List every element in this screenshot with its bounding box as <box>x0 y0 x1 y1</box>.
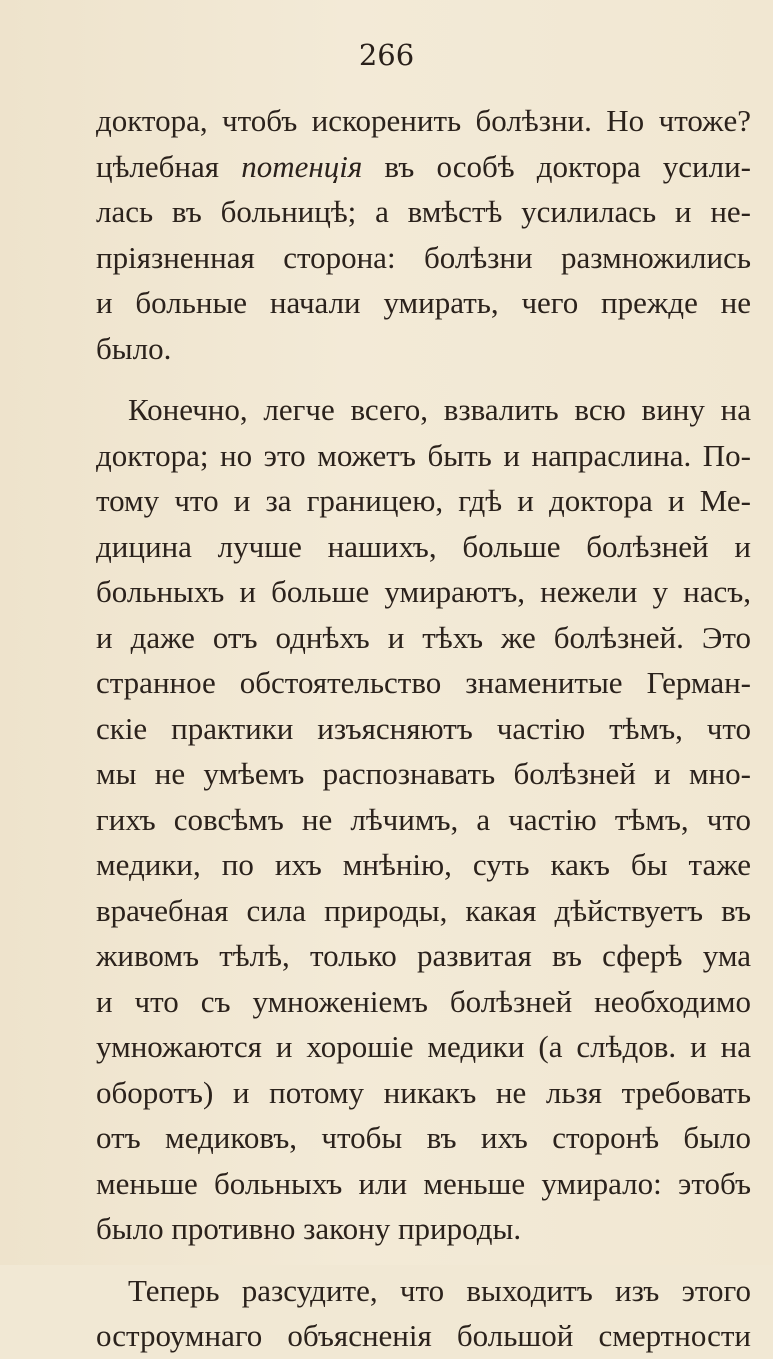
text-line <box>96 387 751 433</box>
paragraph <box>96 98 751 371</box>
text-line <box>96 189 751 235</box>
text-line <box>96 1313 751 1359</box>
text-segment: тому что и за границею, гдѣ и доктора и Ме- <box>96 483 751 518</box>
text-segment: Конечно, легче всего, взвалить всю вину на <box>128 392 751 427</box>
text-segment: скіе практики изъясняютъ частію тѣмъ, что <box>96 710 751 746</box>
text-segment: врачебная сила природы, какая дѣйствуетъ въ <box>96 892 751 928</box>
italic-word: потенція <box>241 148 363 184</box>
text-line <box>96 1070 751 1116</box>
text-segment: умножаются и хорошіе медики (а слѣдов. и на <box>96 1029 751 1064</box>
text-segment: было. <box>96 330 172 366</box>
text-line <box>96 979 751 1025</box>
text-segment: отъ медиковъ, чтобы въ ихъ сторонѣ было <box>96 1120 751 1155</box>
text-line <box>96 1024 751 1070</box>
text-line <box>96 842 751 888</box>
text-line <box>96 280 751 326</box>
paragraph-gap <box>96 1252 751 1268</box>
text-segment: и больные начали умирать, чего прежде не <box>96 285 751 320</box>
text-line <box>96 524 751 570</box>
text-segment: пріязненная сторона: болѣзни размножились <box>96 239 751 275</box>
text-segment: дицина лучше нашихъ, больше болѣзней и <box>96 528 751 564</box>
text-line <box>96 478 751 524</box>
text-line <box>96 660 751 706</box>
text-line <box>96 1115 751 1161</box>
text-line <box>96 1206 751 1252</box>
text-segment: медики, по ихъ мнѣнію, суть какъ бы таже <box>96 847 751 882</box>
paragraph <box>96 387 751 1252</box>
text-segment: доктора, чтобъ искоренить болѣзни. Но чтожe? <box>96 103 751 138</box>
text-line <box>96 751 751 797</box>
text-segment: доктора; но это можетъ быть и напраслина. По- <box>96 437 751 473</box>
text-line <box>96 1268 751 1314</box>
text-line <box>96 1161 751 1207</box>
paragraph-gap <box>96 371 751 387</box>
text-line <box>96 797 751 843</box>
text-segment: живомъ тѣлѣ, только развитая въ сферѣ ума <box>96 938 751 973</box>
text-segment: было противно закону природы. <box>96 1211 522 1246</box>
text-segment: и что съ умноженіемъ болѣзней необходимо <box>96 983 751 1019</box>
text-line <box>96 933 751 979</box>
text-segment: странное обстоятельство знаменитые Герман- <box>96 665 751 700</box>
paragraph <box>96 1268 751 1359</box>
text-segment: меньше больныхъ или меньше умирало: этобъ <box>96 1165 751 1201</box>
text-line <box>96 144 751 190</box>
text-segment: мы не умѣемъ распознавать болѣзней и мно- <box>96 756 751 791</box>
text-segment: цѣлебная <box>96 148 242 184</box>
text-line <box>96 888 751 934</box>
text-line <box>96 235 751 281</box>
page-number: 266 <box>358 38 415 72</box>
text-line <box>96 326 751 372</box>
text-line <box>96 433 751 479</box>
text-line <box>96 98 751 144</box>
text-segment: лась въ больницѣ; а вмѣстѣ усилилась и не- <box>96 194 751 229</box>
text-segment: остроумнаго объясненія большой смертности <box>96 1318 751 1353</box>
text-segment: Теперь разсудите, что выходитъ изъ этого <box>128 1272 751 1308</box>
text-line <box>96 615 751 661</box>
text-segment: и даже отъ однѣхъ и тѣхъ же болѣзней. Это <box>96 619 751 655</box>
text-segment: оборотъ) и потому никакъ не льзя требовать <box>96 1074 751 1110</box>
text-line <box>96 569 751 615</box>
text-segment: въ особѣ доктора усили- <box>362 148 752 184</box>
text-segment: больныхъ и больше умираютъ, нежели у насъ, <box>96 574 751 609</box>
text-segment: гихъ совсѣмъ не лѣчимъ, а частію тѣмъ, что <box>96 801 751 837</box>
body-text <box>96 98 751 1359</box>
text-line <box>96 706 751 752</box>
